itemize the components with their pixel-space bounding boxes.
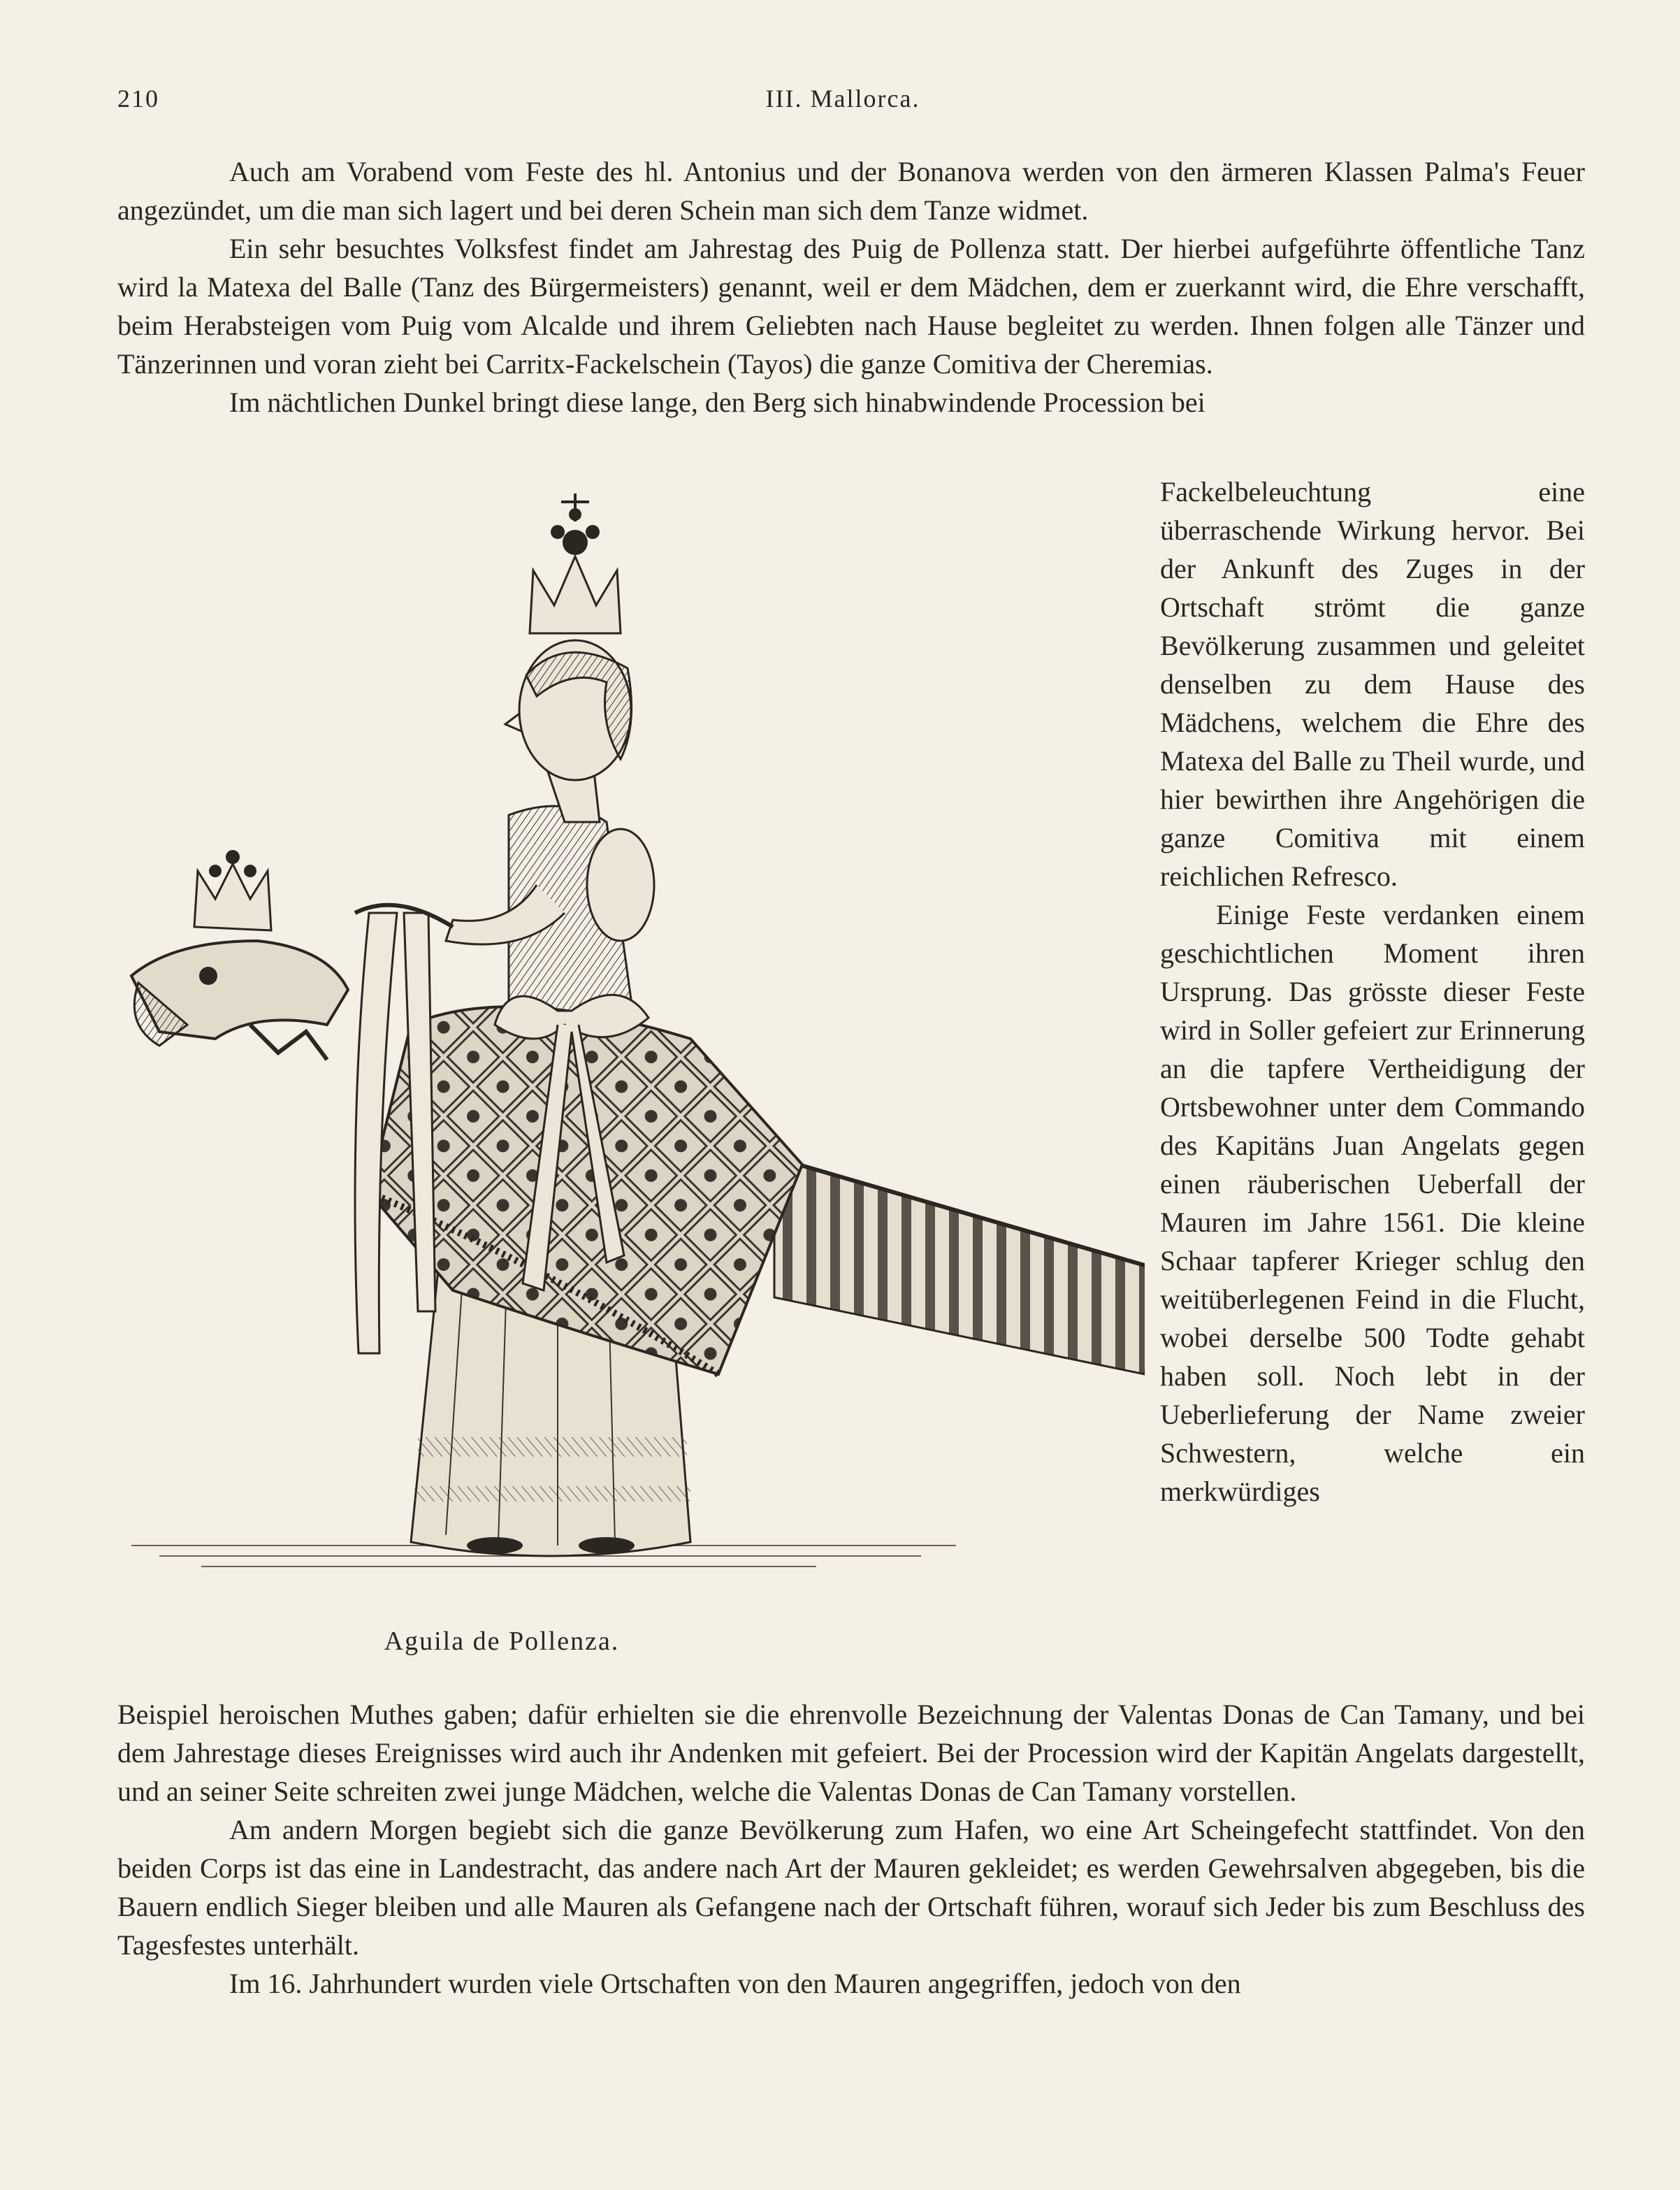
running-title: III. Mallorca. xyxy=(765,85,920,113)
text-block-top xyxy=(117,152,1585,422)
paragraph: Im nächtlichen Dunkel bringt diese lange, den Berg sich hinabwindende Procession bei xyxy=(229,387,1205,418)
text-block-bottom xyxy=(117,1695,1585,2003)
figure-caption: Aguila de Pollenza. xyxy=(384,1627,620,1656)
paragraph: Auch am Vorabend vom Feste des hl. Antonius und der Bonanova werden von den ärmeren Klassen Palma's Feuer angezündet, um die man sich lagert und bei deren Schein man sich dem Tanze widmet. xyxy=(117,156,1585,226)
paragraph: Beispiel heroischen Muthes gaben; dafür erhielten sie die ehrenvolle Bezeichnung der Valentas Donas de Can Tamany, und bei dem Jahrestage dieses Ereignisses wird auch ihr Andenken mit gefeiert. Bei der Procession wird der Kapitän Angelats dargestellt, und an seiner Seite schreiten zwei junge Mädchen, welche die Valentas Donas de Can Tamany vorstellen. xyxy=(117,1699,1585,1807)
paragraph: Im 16. Jahrhundert wurden viele Ortschaften von den Mauren angegriffen, jedoch von den xyxy=(229,1968,1241,1999)
paragraph: Einige Feste verdanken einem geschichtlichen Moment ihren Ursprung. Das grösste dieser Feste wird in Soller gefeiert zur Erinnerung an die tapfere Vertheidigung der Ortsbewohner unter dem Commando des Kapitäns Juan Angelats gegen einen räuberischen Ueberfall der Mauren im Jahre 1561. Die kleine Schaar tapferer Krieger schlug den weitüberlegenen Feind in die Flucht, wobei derselbe 500 Todte gehabt haben soll. Noch lebt in der Ueberlieferung der Name zweier Schwestern, welche ein merkwürdiges xyxy=(1160,899,1585,1507)
paragraph: Fackelbeleuchtung eine überraschende Wirkung hervor. Bei der Ankunft des Zuges in der Ortschaft strömt die ganze Bevölkerung zusammen und geleitet denselben zu dem Hause des Mädchens, welchem die Ehre des Matexa del Balle zu Theil wurde, und hier bewirthen ihre Angehörigen die ganze Comitiva mit einem reichlichen Refresco. xyxy=(1160,476,1585,892)
paragraph: Ein sehr besuchtes Volksfest findet am Jahrestag des Puig de Pollenza statt. Der hierbei aufgeführte öffentliche Tanz wird la Matexa del Balle (Tanz des Bürgermeisters) genannt, weil er dem Mädchen, dem er zuerkannt wird, die Ehre verschafft, beim Herabsteigen vom Puig vom Alcalde und ihrem Geliebten nach Hause begleitet zu werden. Ihnen folgen alle Tänzer und Tänzerinnen und voran zieht bei Carritx-Fackelschein (Tayos) die ganze Comitiva der Cheremias. xyxy=(117,233,1585,380)
side-column-text xyxy=(1160,473,1585,1511)
page-number: 210 xyxy=(117,85,159,113)
page-header xyxy=(117,75,1568,117)
paragraph: Am andern Morgen begiebt sich die ganze Bevölkerung zum Hafen, wo eine Art Scheingefecht stattfindet. Von den beiden Corps ist das eine in Landestracht, das andere nach Art der Mauren gekleidet; es werden Gewehrsalven abgegeben, bis die Bauern endlich Sieger bleiben und alle Mauren als Gefangene nach der Ortschaft führen, worauf sich Jeder bis zum Beschluss des Tagesfestes unterhält. xyxy=(117,1814,1585,1961)
aguila-engraving-illustration xyxy=(117,494,1145,1584)
figure xyxy=(117,473,1145,1689)
